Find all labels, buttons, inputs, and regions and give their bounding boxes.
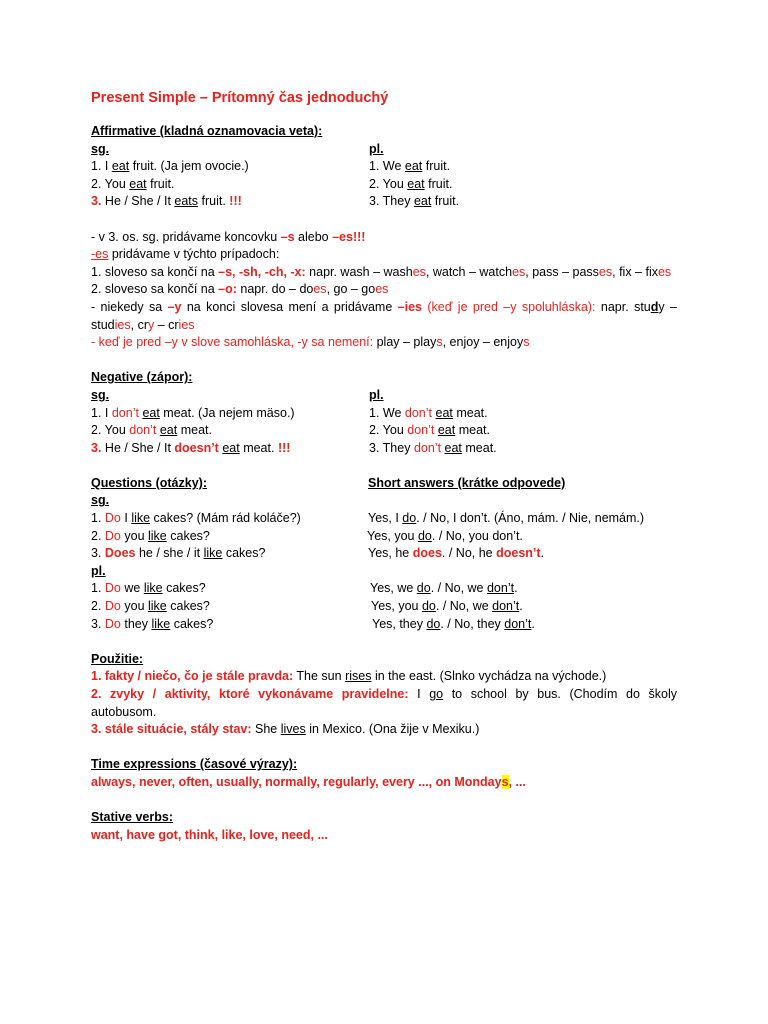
question-row: 2. Do you like cakes? Yes, you do. / No, you don’t. [91, 528, 523, 543]
time-expressions-list: always, never, often, usually, normally, regularly, every ..., on Mondays, ... [91, 774, 526, 789]
affirmative-row: 3. He / She / It eats fruit. !!! 3. They eat fruit. [91, 194, 460, 209]
rule-line: - v 3. os. sg. pridávame koncovku –s alebo –es!!! [91, 229, 366, 244]
usage-line: 3. stále situácie, stály stav: She lives in Mexico. (Ona žije v Mexiku.) [91, 722, 480, 737]
rule-line: - keď je pred –y v slove samohláska, -y sa nemení: play – plays, enjoy – enjoys [91, 335, 530, 350]
usage-line: 2. zvyky / aktivity, ktoré vykonávame pravidelne: I go to school by bus. (Chodím do školy [91, 687, 678, 701]
questions-sg-label: sg. [91, 493, 110, 508]
affirmative-heading: Affirmative (kladná oznamovacia veta): [91, 124, 323, 138]
question-row: 3. Does he / she / it like cakes? Yes, he does. / No, he doesn’t. [91, 546, 545, 561]
page-title: Present Simple – Prítomný čas jednoduchý [91, 90, 389, 106]
question-row: 3. Do they like cakes? Yes, they do. / No, they don’t. [91, 616, 535, 631]
negative-pl-label: pl. [369, 387, 384, 402]
affirmative-pl-label: pl. [369, 141, 384, 156]
usage-line: 1. fakty / niečo, čo je stále pravda: The sun rises in the east. (Slnko vychádza na východe.) [91, 669, 607, 684]
affirmative-sg-label: sg. [91, 141, 110, 156]
question-row: 1. Do we like cakes? Yes, we do. / No, we don’t. [91, 581, 518, 596]
rule-line: 1. sloveso sa končí na –s, -sh, -ch, -x: napr. wash – washes, watch – watches, pass – passes, fix – fixes [91, 264, 672, 279]
stative-verbs-heading: Stative verbs: [91, 810, 173, 825]
rule-line: studies, cry – cries [91, 317, 195, 332]
highlighted-suffix: s [501, 774, 509, 789]
questions-heading: Questions (otázky): [91, 475, 207, 490]
affirmative-row: 1. I eat fruit. (Ja jem ovocie.) 1. We eat fruit. [91, 159, 451, 174]
rule-line: 2. sloveso sa končí na –o: napr. do – does, go – goes [91, 282, 389, 297]
questions-pl-label: pl. [91, 563, 106, 578]
time-expressions-heading: Time expressions (časové výrazy): [91, 757, 298, 772]
question-row: 2. Do you like cakes? Yes, you do. / No, we don’t. [91, 599, 523, 614]
negative-heading: Negative (zápor): [91, 370, 193, 385]
usage-line: autobusom. [91, 704, 157, 719]
short-answers-heading: Short answers (krátke odpovede) [368, 475, 566, 490]
negative-row: 3. He / She / It doesn’t eat meat. !!! 3. They don’t eat meat. [91, 440, 497, 455]
negative-row: 2. You don’t eat meat. 2. You don’t eat meat. [91, 423, 490, 438]
rule-line: - niekedy sa –y na konci slovesa mení a pridávame –ies (keď je pred –y spoluhláska): napr. study – [91, 299, 677, 314]
stative-verbs-list: want, have got, think, like, love, need, ... [91, 827, 328, 842]
document-page [91, 88, 677, 844]
usage-heading: Použitie: [91, 651, 144, 666]
question-row: 1. Do I like cakes? (Mám rád koláče?) Yes, I do. / No, I don’t. (Áno, mám. / Nie, nemám.) [91, 511, 645, 526]
negative-row: 1. I don’t eat meat. (Ja nejem mäso.) 1. We don’t eat meat. [91, 405, 488, 420]
affirmative-row: 2. You eat fruit. 2. You eat fruit. [91, 176, 453, 191]
negative-sg-label: sg. [91, 387, 110, 402]
rule-line: -es pridávame v týchto prípadoch: [91, 247, 280, 262]
